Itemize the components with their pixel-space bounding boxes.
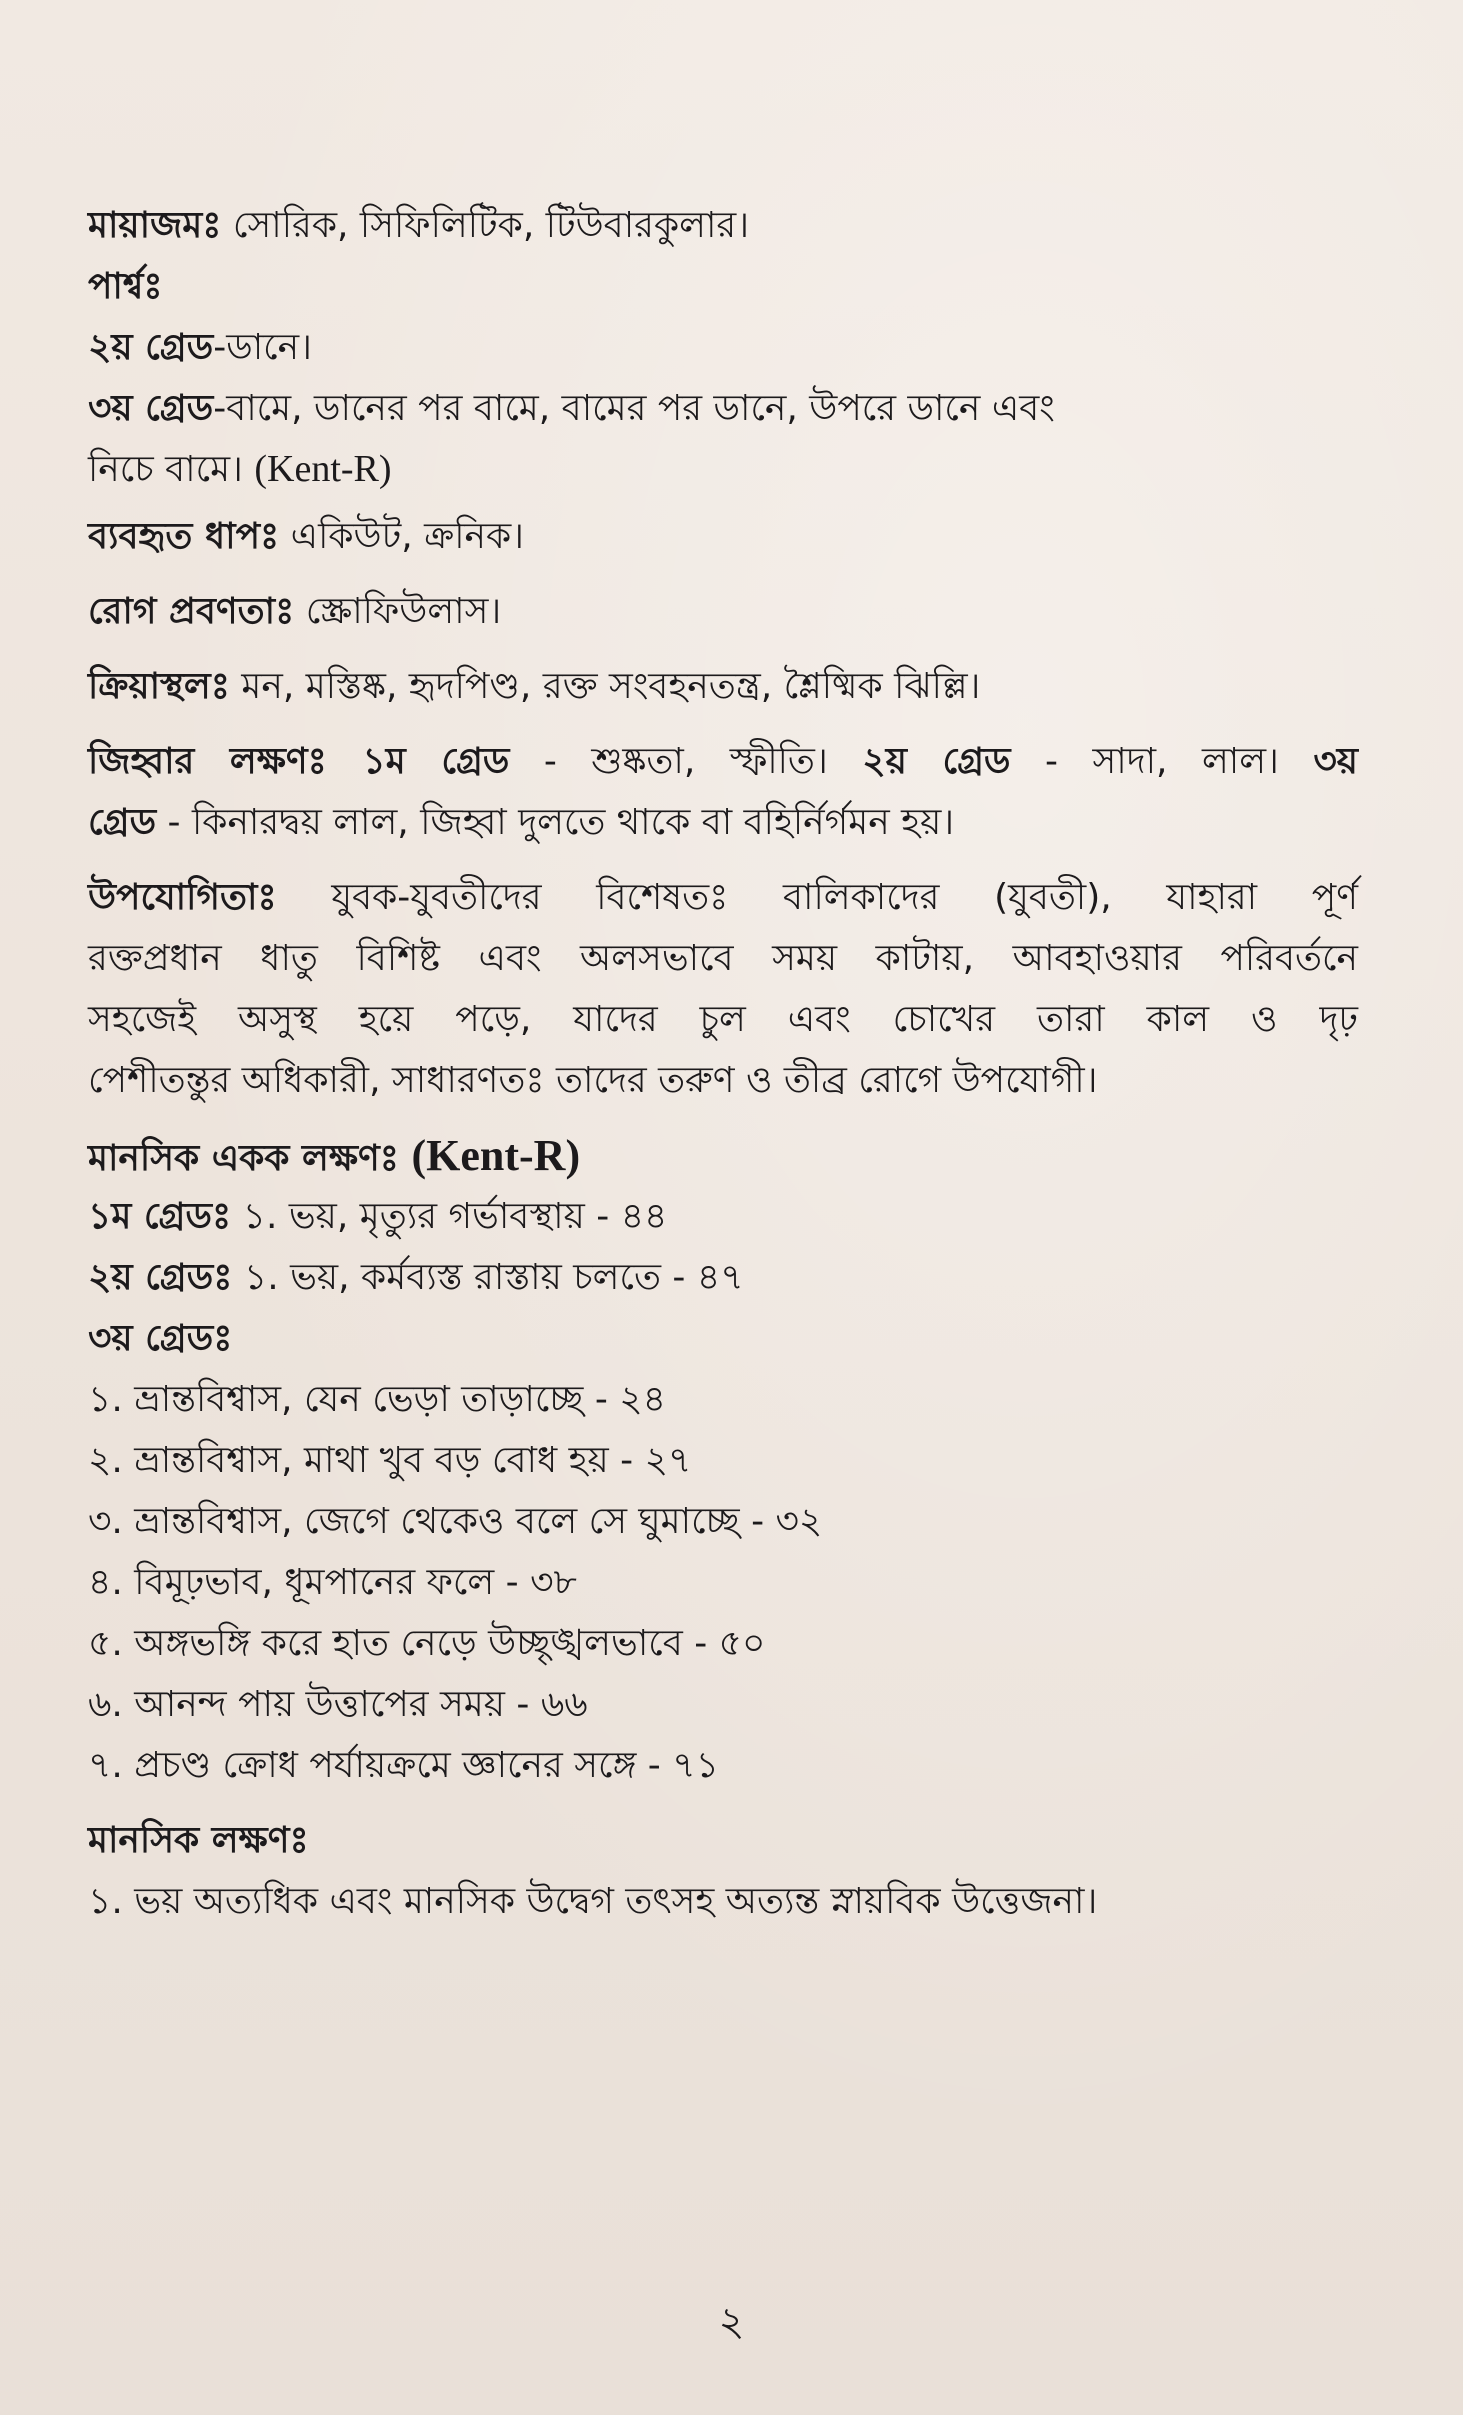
mental-grade1-label: ১ম গ্রেডঃ — [88, 1196, 232, 1237]
tongue-grade3-text: - কিনারদ্বয় লাল, জিহ্বা দুলতে থাকে বা বহির্নির্গমন হয়। — [156, 802, 955, 843]
mental-label: মানসিক লক্ষণঃ — [88, 1820, 309, 1861]
page-body — [88, 195, 1358, 1932]
tongue-grade1: ১ম গ্রেড — [326, 741, 510, 782]
tongue-label: জিহ্বার লক্ষণঃ — [88, 741, 327, 782]
mental-single-heading — [88, 1125, 1358, 1186]
tendency-line — [88, 581, 1358, 642]
sphere-text: মন, মস্তিষ্ক, হৃদপিণ্ড, রক্ত সংবহনতন্ত্র, শ্লৈষ্মিক ঝিল্লি। — [229, 666, 981, 707]
mental-item-1-text: ১. ভয় অত্যধিক এবং মানসিক উদ্বেগ তৎসহ অত্যন্ত স্নায়বিক উত্তেজনা। — [88, 1881, 1098, 1922]
miasm-label: মায়াজমঃ — [88, 205, 222, 246]
miasm-line — [88, 195, 1358, 256]
list-item-text: ৬. আনন্দ পায় উত্তাপের সময় - ৬৬ — [88, 1684, 588, 1725]
side-grade3-line — [88, 378, 1358, 439]
side-grade3-cont-text: নিচে বামে। — [88, 449, 255, 490]
list-item — [88, 1552, 1358, 1613]
tongue-line-2 — [88, 792, 1358, 853]
tongue-grade2-text: - সাদা, লাল। — [1010, 741, 1314, 782]
usefulness-line-2 — [88, 928, 1358, 989]
mental-grade2-line — [88, 1247, 1358, 1308]
miasm-text: সোরিক, সিফিলিটিক, টিউবারকুলার। — [221, 205, 750, 246]
mental-single-kent: (Kent-R) — [411, 1131, 581, 1180]
tendency-text: স্ক্রোফিউলাস। — [294, 591, 502, 632]
mental-grade3-heading — [88, 1308, 1358, 1369]
list-item-text: ৫. অঙ্গভঙ্গি করে হাত নেড়ে উচ্ছৃঙ্খলভাবে - ৫০ — [88, 1623, 766, 1664]
list-item-text: ৭. প্রচণ্ড ক্রোধ পর্যায়ক্রমে জ্ঞানের সঙ্গে - ৭১ — [88, 1745, 720, 1786]
usefulness-line-1 — [88, 867, 1358, 928]
list-item — [88, 1430, 1358, 1491]
mental-single-label: মানসিক একক লক্ষণঃ — [88, 1138, 412, 1179]
usefulness-text-1: যুবক-যুবতীদের বিশেষতঃ বালিকাদের (যুবতী), যাহারা পূর্ণ — [276, 877, 1358, 918]
mental-grade2-text: ১. ভয়, কর্মব্যস্ত রাস্তায় চলতে - ৪৭ — [232, 1257, 744, 1298]
sphere-label: ক্রিয়াস্থলঃ — [88, 666, 230, 707]
usefulness-line-4 — [88, 1050, 1358, 1111]
tongue-line-1 — [88, 731, 1358, 792]
side-grade2-line — [88, 317, 1358, 378]
list-item — [88, 1674, 1358, 1735]
list-item-text: ১. ভ্রান্তবিশ্বাস, যেন ভেড়া তাড়াচ্ছে - ২৪ — [88, 1379, 667, 1420]
usefulness-text-3: সহজেই অসুস্থ হয়ে পড়ে, যাদের চুল এবং চোখের তারা কাল ও দৃঢ় — [88, 999, 1358, 1040]
stage-text: একিউট, ক্রনিক। — [279, 516, 525, 557]
tongue-grade1-text: - শুষ্কতা, স্ফীতি। — [509, 741, 863, 782]
mental-grade1-text: ১. ভয়, মৃত্যুর গর্ভাবস্থায় - ৪৪ — [231, 1196, 668, 1237]
side-heading — [88, 256, 1358, 317]
sphere-line — [88, 656, 1358, 717]
list-item-text: ৩. ভ্রান্তবিশ্বাস, জেগে থেকেও বলে সে ঘুমাচ্ছে - ৩২ — [88, 1501, 823, 1542]
usefulness-label: উপযোগিতাঃ — [88, 877, 277, 918]
usefulness-line-3 — [88, 989, 1358, 1050]
tongue-grade3-cont: গ্রেড — [88, 802, 157, 843]
list-item — [88, 1735, 1358, 1796]
mental-heading — [88, 1810, 1358, 1871]
stage-line — [88, 506, 1358, 567]
side-grade2-label: ২য় গ্রেড — [88, 327, 214, 368]
tendency-label: রোগ প্রবণতাঃ — [88, 591, 295, 632]
list-item-text: ৪. বিমূঢ়ভাব, ধূমপানের ফলে - ৩৮ — [88, 1562, 577, 1603]
side-grade3-cont — [88, 439, 1358, 500]
list-item — [88, 1613, 1358, 1674]
page-number: ২ — [718, 2299, 745, 2345]
mental-grade3-label: ৩য় গ্রেডঃ — [88, 1318, 233, 1359]
stage-label: ব্যবহৃত ধাপঃ — [88, 516, 280, 557]
side-grade3-kent: (Kent-R) — [254, 448, 392, 490]
mental-item-1 — [88, 1871, 1358, 1932]
side-grade3-text: -বামে, ডানের পর বামে, বামের পর ডানে, উপরে ডানে এবং — [213, 388, 1055, 429]
list-item-text: ২. ভ্রান্তবিশ্বাস, মাথা খুব বড় বোধ হয় - ২৭ — [88, 1440, 692, 1481]
mental-grade1-line — [88, 1186, 1358, 1247]
tongue-grade3: ৩য় — [1313, 741, 1359, 782]
tongue-grade2: ২য় গ্রেড — [862, 741, 1011, 782]
mental-grade2-label: ২য় গ্রেডঃ — [88, 1257, 233, 1298]
side-grade2-text: -ডানে। — [213, 327, 312, 368]
list-item — [88, 1369, 1358, 1430]
side-grade3-label: ৩য় গ্রেড — [88, 388, 214, 429]
side-label: পার্শ্বঃ — [88, 266, 163, 307]
usefulness-text-2: রক্তপ্রধান ধাতু বিশিষ্ট এবং অলসভাবে সময় কাটায়, আবহাওয়ার পরিবর্তনে — [88, 938, 1358, 979]
list-item — [88, 1491, 1358, 1552]
usefulness-text-4: পেশীতন্তুর অধিকারী, সাধারণতঃ তাদের তরুণ ও তীব্র রোগে উপযোগী। — [88, 1060, 1098, 1101]
